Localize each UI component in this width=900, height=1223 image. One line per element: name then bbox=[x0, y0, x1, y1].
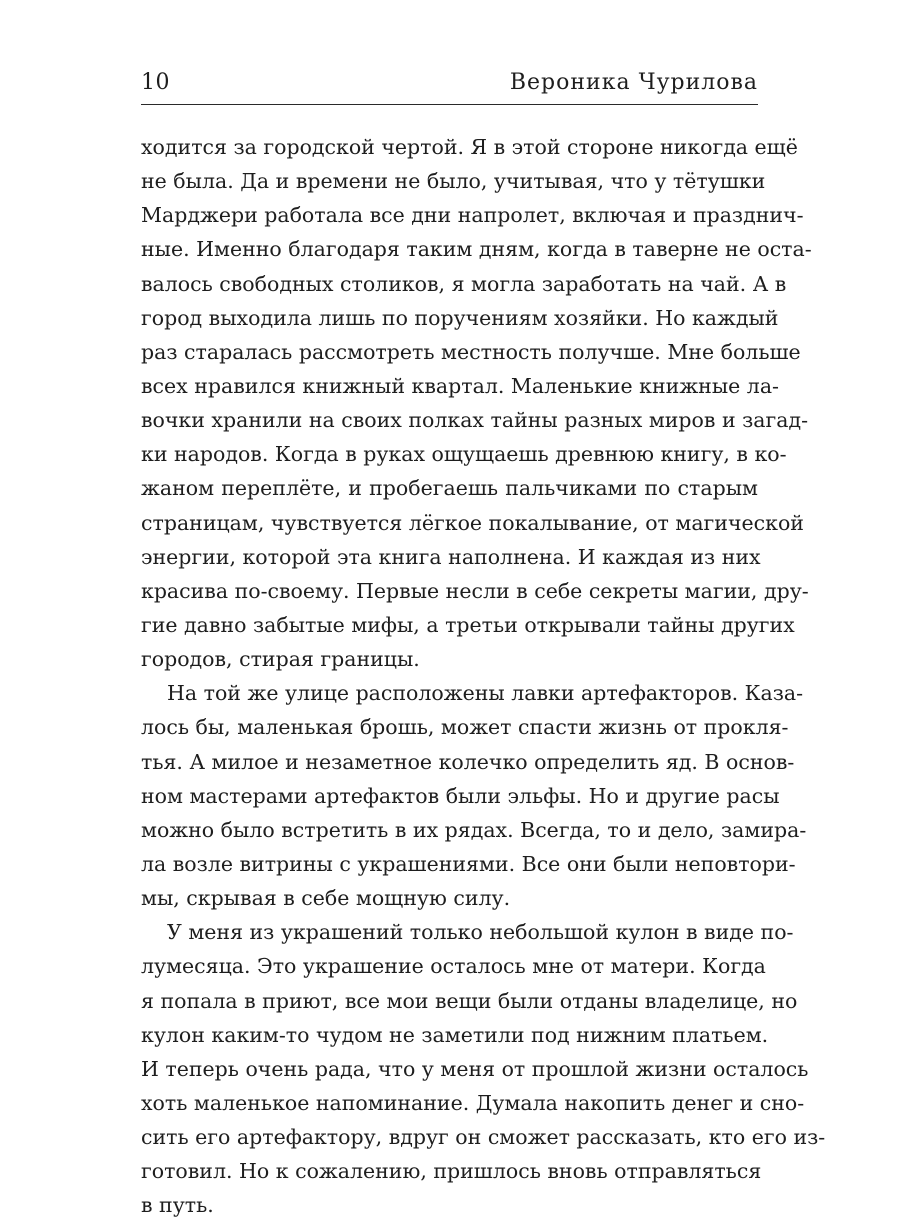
text-line: У меня из украшений только небольшой кулон в виде по- bbox=[167, 920, 794, 945]
text-line: лось бы, маленькая брошь, может спасти жизнь от прокля- bbox=[141, 715, 789, 740]
text-line: сить его артефактору, вдруг он сможет рассказать, кто его из- bbox=[141, 1125, 826, 1150]
text-line: лумесяца. Это украшение осталось мне от матери. Когда bbox=[141, 954, 766, 979]
text-line: мы, скрывая в себе мощную силу. bbox=[141, 886, 511, 911]
paragraph-1 bbox=[141, 130, 812, 676]
text-line: жаном переплёте, и пробегаешь пальчиками по старым bbox=[141, 476, 758, 501]
text-line: готовил. Но к сожалению, пришлось вновь отправляться bbox=[141, 1159, 762, 1184]
page-number: 10 bbox=[141, 70, 170, 95]
body-text bbox=[141, 130, 826, 1223]
text-line: ходится за городской чертой. Я в этой стороне никогда ещё bbox=[141, 135, 798, 159]
text-line: раз старалась рассмотреть местность получше. Мне больше bbox=[141, 339, 801, 364]
text-line: ном мастерами артефактов были эльфы. Но и другие расы bbox=[141, 783, 780, 808]
text-line: ки народов. Когда в руках ощущаешь древнюю книгу, в ко- bbox=[141, 442, 787, 467]
text-line: Марджери работала все дни напролет, включая и празднич- bbox=[141, 203, 804, 228]
text-line: тья. А милое и незаметное колечко определить яд. В основ- bbox=[141, 749, 795, 774]
text-line: ла возле витрины с украшениями. Все они были неповтори- bbox=[141, 851, 796, 876]
text-line: красива по-своему. Первые несли в себе секреты магии, дру- bbox=[141, 578, 809, 603]
text-line: можно было встретить в их рядах. Всегда, то и дело, замира- bbox=[141, 817, 807, 842]
text-line: И теперь очень рада, что у меня от прошлой жизни осталось bbox=[141, 1056, 809, 1081]
paragraph-2 bbox=[141, 676, 807, 915]
text-line: не была. Да и времени не было, учитывая, что у тётушки bbox=[141, 169, 766, 194]
running-head-author: Вероника Чурилова bbox=[509, 70, 758, 95]
text-line: страницам, чувствуется лёгкое покалывание, от магической bbox=[141, 510, 804, 535]
text-line: вочки хранили на своих полках тайны разных миров и загад- bbox=[141, 408, 809, 433]
text-line: всех нравился книжный квартал. Маленькие книжные ла- bbox=[141, 373, 779, 398]
text-line: город выходила лишь по поручениям хозяйки. Но каждый bbox=[141, 305, 779, 330]
text-line: На той же улице расположены лавки артефакторов. Каза- bbox=[167, 681, 804, 706]
text-line: в путь. bbox=[141, 1193, 214, 1218]
text-line: городов, стирая границы. bbox=[141, 647, 420, 672]
page-header bbox=[141, 66, 758, 105]
text-line: энергии, которой эта книга наполнена. И каждая из них bbox=[141, 544, 761, 569]
text-line: валось свободных столиков, я могла заработать на чай. А в bbox=[141, 271, 787, 296]
text-line: я попала в приют, все мои вещи были отданы владелице, но bbox=[141, 988, 798, 1013]
text-line: кулон каким-то чудом не заметили под нижним платьем. bbox=[141, 1022, 769, 1047]
text-line: хоть маленькое напоминание. Думала накопить денег и сно- bbox=[141, 1090, 805, 1115]
text-line: ные. Именно благодаря таким дням, когда в таверне не оста- bbox=[141, 237, 812, 262]
paragraph-3 bbox=[141, 915, 826, 1222]
text-line: гие давно забытые мифы, а третьи открывали тайны других bbox=[141, 612, 795, 637]
